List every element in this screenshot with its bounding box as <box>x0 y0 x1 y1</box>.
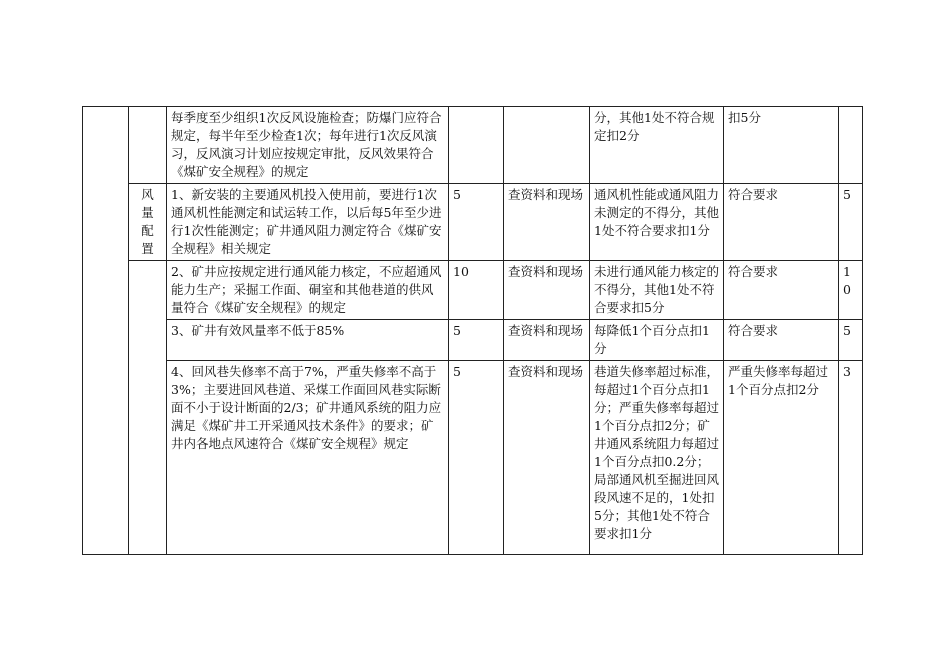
standard-cell: 通风机性能或通风阻力未测定的不得分，其他1处不符合要求扣1分 <box>590 184 724 261</box>
standard-cell: 分，其他1处不符合规定扣2分 <box>590 107 724 184</box>
result-cell: 10 <box>839 261 863 320</box>
deduct-cell: 符合要求 <box>724 184 839 261</box>
table-row <box>83 320 863 361</box>
method-cell: 查资料和现场 <box>504 261 590 320</box>
score-cell: 10 <box>449 261 504 320</box>
category-label: 风量配置 <box>141 187 154 256</box>
table-row <box>83 261 863 320</box>
category-cell-empty <box>129 261 167 555</box>
inspection-table <box>82 106 863 555</box>
deduct-cell: 符合要求 <box>724 261 839 320</box>
result-cell: 5 <box>839 184 863 261</box>
item-cell: 4、回风巷失修率不高于7%，严重失修率不高于3%；主要进回风巷道、采煤工作面回风巷实际断面不小于设计断面的2/3；矿井通风系统的阻力应满足《煤矿井工开采通风技术条件》的要求；矿井内各地点风速符合《煤矿安全规程》规定 <box>167 361 449 555</box>
result-cell <box>839 107 863 184</box>
score-cell <box>449 107 504 184</box>
deduct-cell: 符合要求 <box>724 320 839 361</box>
standard-cell: 未进行通风能力核定的不得分，其他1处不符合要求扣5分 <box>590 261 724 320</box>
score-cell: 5 <box>449 320 504 361</box>
standard-cell: 每降低1个百分点扣1分 <box>590 320 724 361</box>
outer-category-cell <box>83 107 129 555</box>
table-row <box>83 361 863 555</box>
deduct-cell: 扣5分 <box>724 107 839 184</box>
item-cell: 3、矿井有效风量率不低于85% <box>167 320 449 361</box>
result-cell: 5 <box>839 320 863 361</box>
result-cell: 3 <box>839 361 863 555</box>
item-cell: 每季度至少组织1次反风设施检查；防爆门应符合规定，每半年至少检查1次；每年进行1次反风演习，反风演习计划应按规定审批，反风效果符合《煤矿安全规程》的规定 <box>167 107 449 184</box>
score-cell: 5 <box>449 184 504 261</box>
standard-cell: 巷道失修率超过标准，每超过1个百分点扣1分；严重失修率每超过1个百分点扣2分；矿井通风系统阻力每超过1个百分点扣0.2分；局部通风机至掘进回风段风速不足的，1处扣5分；其他1处不符合要求扣1分 <box>590 361 724 555</box>
method-cell: 查资料和现场 <box>504 361 590 555</box>
table-row <box>83 107 863 184</box>
category-cell-empty <box>129 107 167 184</box>
method-cell: 查资料和现场 <box>504 184 590 261</box>
method-cell: 查资料和现场 <box>504 320 590 361</box>
table-row <box>83 184 863 261</box>
method-cell <box>504 107 590 184</box>
category-cell <box>129 184 167 261</box>
item-cell: 1、新安装的主要通风机投入使用前，要进行1次通风机性能测定和试运转工作，以后每5年至少进行1次性能测定；矿井通风阻力测定符合《煤矿安全规程》相关规定 <box>167 184 449 261</box>
deduct-cell: 严重失修率每超过1个百分点扣2分 <box>724 361 839 555</box>
item-cell: 2、矿井应按规定进行通风能力核定，不应超通风能力生产；采掘工作面、硐室和其他巷道的供风量符合《煤矿安全规程》的规定 <box>167 261 449 320</box>
score-cell: 5 <box>449 361 504 555</box>
